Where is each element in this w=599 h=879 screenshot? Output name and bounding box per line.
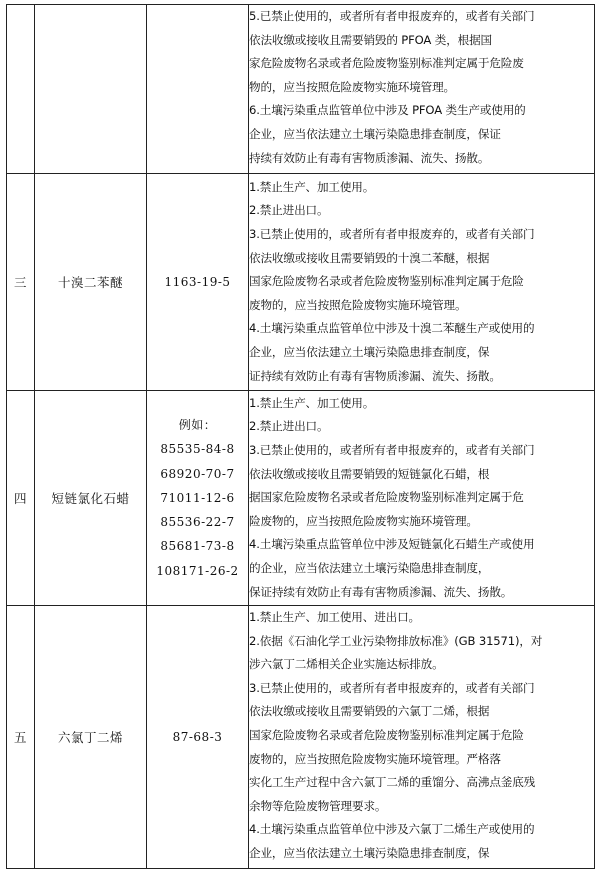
row-number: 三 (7, 174, 35, 391)
requirement-line: 1.禁止生产、加工使用。 (249, 395, 375, 410)
table-row (7, 391, 595, 606)
requirement-line: 据国家危险废物名录或者危险废物鉴别标准判定属于危 (249, 490, 524, 505)
table-row (7, 606, 595, 869)
cas-number: 例如： (178, 417, 217, 432)
requirement-line: 企业，应当依法建立土壤污染隐患排查制度，保 (249, 845, 490, 860)
requirement-line: 5.已禁止使用的，或者所有者申报废弃的，或者有关部门 (249, 9, 535, 23)
cas-number: 1163-19-5 (164, 274, 231, 289)
requirement-line: 3.已禁止使用的，或者所有者申报废弃的，或者有关部门 (249, 680, 535, 695)
table-body (7, 5, 595, 869)
requirements-cell (249, 606, 595, 869)
requirement-line: 依法收缴或接收且需要销毁的十溴二苯醚，根据 (249, 250, 490, 265)
cas-number: 68920-70-7 (160, 466, 235, 481)
requirement-line: 证持续有效防止有毒有害物质渗漏、流失、扬散。 (249, 368, 501, 383)
requirement-line: 实化工生产过程中含六氯丁二烯的重馏分、高沸点釜底残 (249, 775, 536, 790)
requirement-line: 的企业，应当依法建立土壤污染隐患排查制度， (249, 560, 490, 575)
requirement-line: 4.土壤污染重点监管单位中涉及短链氯化石蜡生产或使用 (249, 537, 535, 552)
regulation-table (6, 4, 595, 869)
substance-name: 短链氯化石蜡 (35, 391, 147, 606)
row-number (7, 5, 35, 174)
requirement-line: 1.禁止生产、加工使用。 (249, 179, 375, 194)
requirement-line: 涉六氯丁二烯相关企业实施达标排放。 (249, 657, 444, 672)
requirements-cell (249, 391, 595, 606)
requirement-line: 余物等危险废物管理要求。 (249, 798, 387, 813)
cas-number-cell (147, 5, 249, 174)
requirement-line: 3.已禁止使用的，或者所有者申报废弃的，或者有关部门 (249, 443, 535, 458)
substance-name (35, 5, 147, 174)
requirement-line: 依法收缴或接收且需要销毁的 PFOA 类，根据国 (249, 32, 492, 47)
requirement-line: 国家危险废物名录或者危险废物鉴别标准判定属于危险 (249, 274, 524, 289)
requirements-cell (249, 174, 595, 391)
cas-number-cell (147, 391, 249, 606)
requirement-line: 4.土壤污染重点监管单位中涉及六氯丁二烯生产或使用的 (249, 822, 535, 837)
cas-number: 71011-12-6 (160, 490, 235, 505)
table-row (7, 174, 595, 391)
cas-number-cell (147, 174, 249, 391)
cas-number: 87-68-3 (172, 729, 223, 744)
cas-number-cell (147, 606, 249, 869)
requirement-line: 企业，应当依法建立土壤污染隐患排查制度，保 (249, 344, 490, 359)
requirement-line: 2.依据《石油化学工业污染物排放标准》(GB 31571)，对 (249, 633, 543, 648)
requirement-line: 物的，应当按照危险废物实施环境管理。 (249, 79, 455, 94)
cas-number: 85536-22-7 (160, 515, 235, 530)
row-number: 五 (7, 606, 35, 869)
cas-number: 85681-73-8 (160, 539, 235, 554)
requirement-line: 废物的，应当按照危险废物实施环境管理。严格落 (249, 751, 501, 766)
row-number: 四 (7, 391, 35, 606)
requirements-cell (249, 5, 595, 174)
requirement-line: 4.土壤污染重点监管单位中涉及十溴二苯醚生产或使用的 (249, 321, 535, 336)
cas-number: 85535-84-8 (160, 442, 235, 457)
requirement-line: 国家危险废物名录或者危险废物鉴别标准判定属于危险 (249, 727, 524, 742)
requirement-line: 企业，应当依法建立土壤污染隐患排查制度，保证 (249, 126, 501, 141)
substance-name: 六氯丁二烯 (35, 606, 147, 869)
requirement-line: 废物的，应当按照危险废物实施环境管理。 (249, 297, 467, 312)
requirement-line: 1.禁止生产、加工使用、进出口。 (249, 610, 420, 624)
requirement-line: 保证持续有效防止有毒有害物质渗漏、流失、扬散。 (249, 584, 513, 599)
requirement-line: 依法收缴或接收且需要销毁的短链氯化石蜡，根 (249, 466, 490, 481)
requirement-line: 险废物的，应当按照危险废物实施环境管理。 (249, 513, 478, 528)
substance-name: 十溴二苯醚 (35, 174, 147, 391)
requirement-line: 3.已禁止使用的，或者所有者申报废弃的，或者有关部门 (249, 227, 535, 242)
requirement-line: 依法收缴或接收且需要销毁的六氯丁二烯，根据 (249, 704, 490, 719)
cas-number: 108171-26-2 (156, 563, 239, 578)
requirement-line: 2.禁止进出口。 (249, 419, 329, 434)
requirement-line: 6.土壤污染重点监管单位中涉及 PFOA 类生产或使用的 (249, 103, 526, 118)
requirement-line: 家危险废物名录或者危险废物鉴别标准判定属于危险废 (249, 56, 524, 71)
requirement-line: 2.禁止进出口。 (249, 203, 329, 218)
requirement-line: 持续有效防止有毒有害物质渗漏、流失、扬散。 (249, 150, 490, 165)
table-row (7, 5, 595, 174)
